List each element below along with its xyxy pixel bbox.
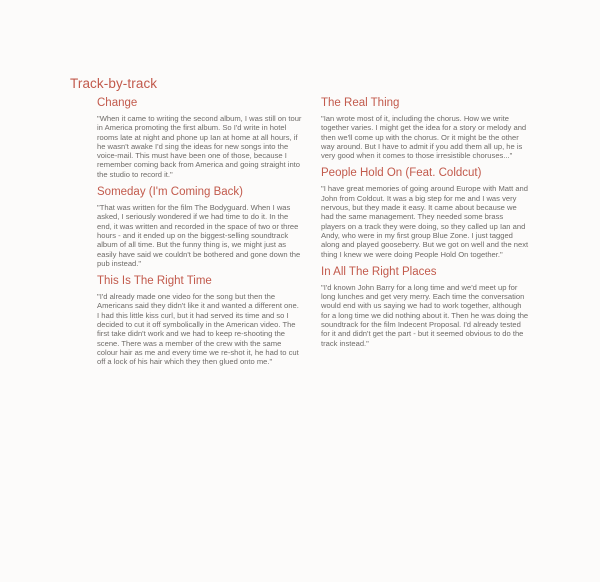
track-entry-right-places	[321, 265, 529, 348]
track-quote: "I'd already made one video for the song but then the Americans said they didn't like it and wanted a different one. I had this little kiss curl, but it had served its time and so I decided to cut it off symbolically in the American video. The first take didn't work and we had to keep re-shooting the scene. There was a member of the crew with the same colour hair as me and every time we re-shot it, he had to cut off a lock of his hair which they then glued onto me."	[97, 292, 299, 367]
track-title: Someday (I'm Coming Back)	[97, 186, 243, 199]
track-title: In All The Right Places	[321, 265, 437, 278]
track-quote: "Ian wrote most of it, including the chorus. How we write together varies. I might get the idea for a story or melody and then we'll come up with the chorus. Or it might be the other way around. But I have to admit if you add them all up, he is very good when it comes to those irresistible choruses..."	[321, 114, 527, 161]
track-quote: "When it came to writing the second album, I was still on tour in America promoting the first album. So I'd write in hotel rooms late at night and phone up Ian at home at all hours, if he wasn't awake I'd sing the ideas for new songs into the voice-mail. This must have been one of those, because I remember coming back from America and going straight into the studio to record it."	[97, 114, 302, 179]
track-quote: "That was written for the film The Bodyguard. When I was asked, I seriously wondered if we had time to do it. In the end, it was written and recorded in the space of two or three hours - and it ended up on the biggest-selling soundtrack album of all time. But the funny thing is, we might just as easily have said we couldn't be bothered and gone down the pub instead."	[97, 203, 301, 268]
track-quote: "I'd known John Barry for a long time and we'd meet up for long lunches and get very merry. Each time the conversation would end with us saying we had to work together, although for a long time we did nothing about it. Then he was doing the soundtrack for the film Indecent Proposal. I'd already tested for it and didn't get the part - but it seemed obvious to do the track instead."	[321, 282, 529, 348]
track-entry-change	[97, 96, 302, 179]
track-entry-someday	[97, 185, 302, 268]
track-entry-real-thing	[321, 96, 529, 160]
page-title: Track-by-track	[70, 76, 158, 91]
track-entry-people-hold-on	[321, 166, 529, 258]
track-title: People Hold On (Feat. Coldcut)	[321, 167, 482, 180]
track-title: This Is The Right Time	[97, 275, 212, 288]
left-column	[97, 96, 302, 373]
track-entry-right-time	[97, 274, 302, 366]
right-column	[321, 96, 529, 354]
track-quote: "I have great memories of going around Europe with Matt and John from Coldcut. It was a big step for me and I was very nervous, but they made it easy. It came about because we had the same management. They needed some brass players on a track they were doing, so they called up Ian and Andy, who were in my first group Blue Zone. I just tagged along and played gooseberry. But we got on well and the next thing I knew we were doing People Hold On together."	[321, 184, 529, 259]
track-title: The Real Thing	[321, 97, 400, 109]
track-title: Change	[97, 97, 138, 109]
